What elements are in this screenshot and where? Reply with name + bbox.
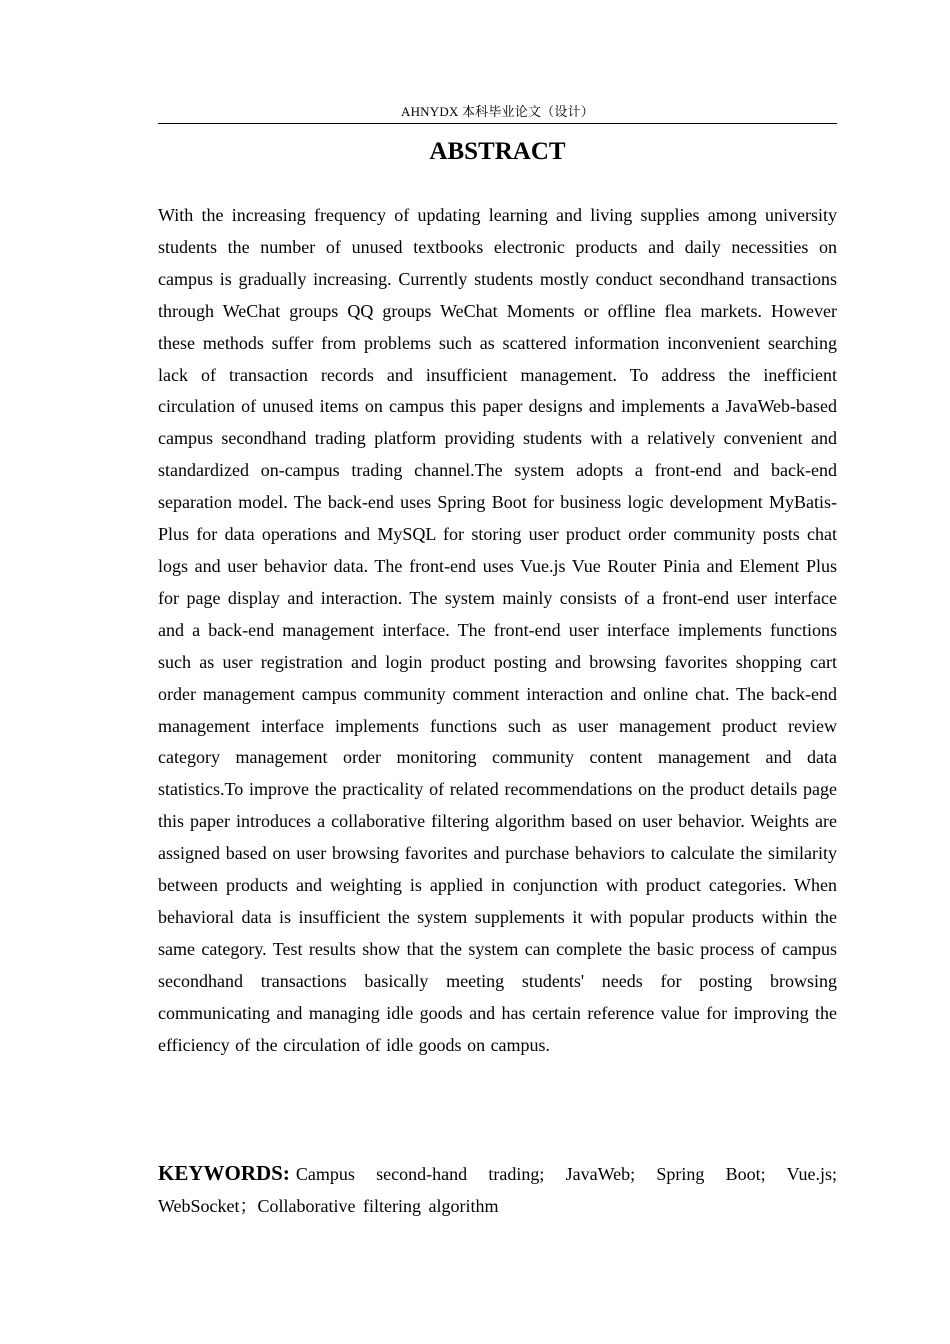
- abstract-body: With the increasing frequency of updating learning and living supplies among university students the number of unused textbooks electronic products and daily necessities on campus is gradually increasing. Currently students mostly conduct secondhand transactions through WeChat groups QQ groups WeChat Moments or offline flea markets. However these methods suffer from problems such as scattered information inconvenient searching lack of transaction records and insufficient management. To address the inefficient circulation of unused items on campus this paper designs and implements a JavaWeb-based campus secondhand trading platform providing students with a relatively convenient and standardized on-campus trading channel.The system adopts a front-end and back-end separation model. The back-end uses Spring Boot for business logic development MyBatis-Plus for data operations and MySQL for storing user product order community posts chat logs and user behavior data. The front-end uses Vue.js Vue Router Pinia and Element Plus for page display and interaction. The system mainly consists of a front-end user interface and a back-end management interface. The front-end user interface implements functions such as user registration and login product posting and browsing favorites shopping cart order management campus community comment interaction and online chat. The back-end management interface implements functions such as user management product review category management order monitoring community content management and data statistics.To improve the practicality of related recommendations on the product details page this paper introduces a collaborative filtering algorithm based on user behavior. Weights are assigned based on user browsing favorites and purchase behaviors to calculate the similarity between products and weighting is applied in conjunction with product categories. When behavioral data is insufficient the system supplements it with popular products within the same category. Test results show that the system can complete the basic process of campus secondhand transactions basically meeting students' needs for posting browsing communicating and managing idle goods and has certain reference value for improving the efficiency of the circulation of idle goods on campus.: [158, 205, 837, 1055]
- running-header: AHNYDX 本科毕业论文（设计）: [401, 104, 594, 119]
- header-divider: [158, 123, 837, 124]
- keywords-text: Campus second-hand trading; JavaWeb; Spring Boot; Vue.js; WebSocket；Collaborative filtering algorithm: [158, 1164, 837, 1216]
- abstract-title: ABSTRACT: [429, 138, 566, 165]
- keywords-line: [158, 1157, 837, 1222]
- keywords-label: KEYWORDS:: [158, 1161, 290, 1185]
